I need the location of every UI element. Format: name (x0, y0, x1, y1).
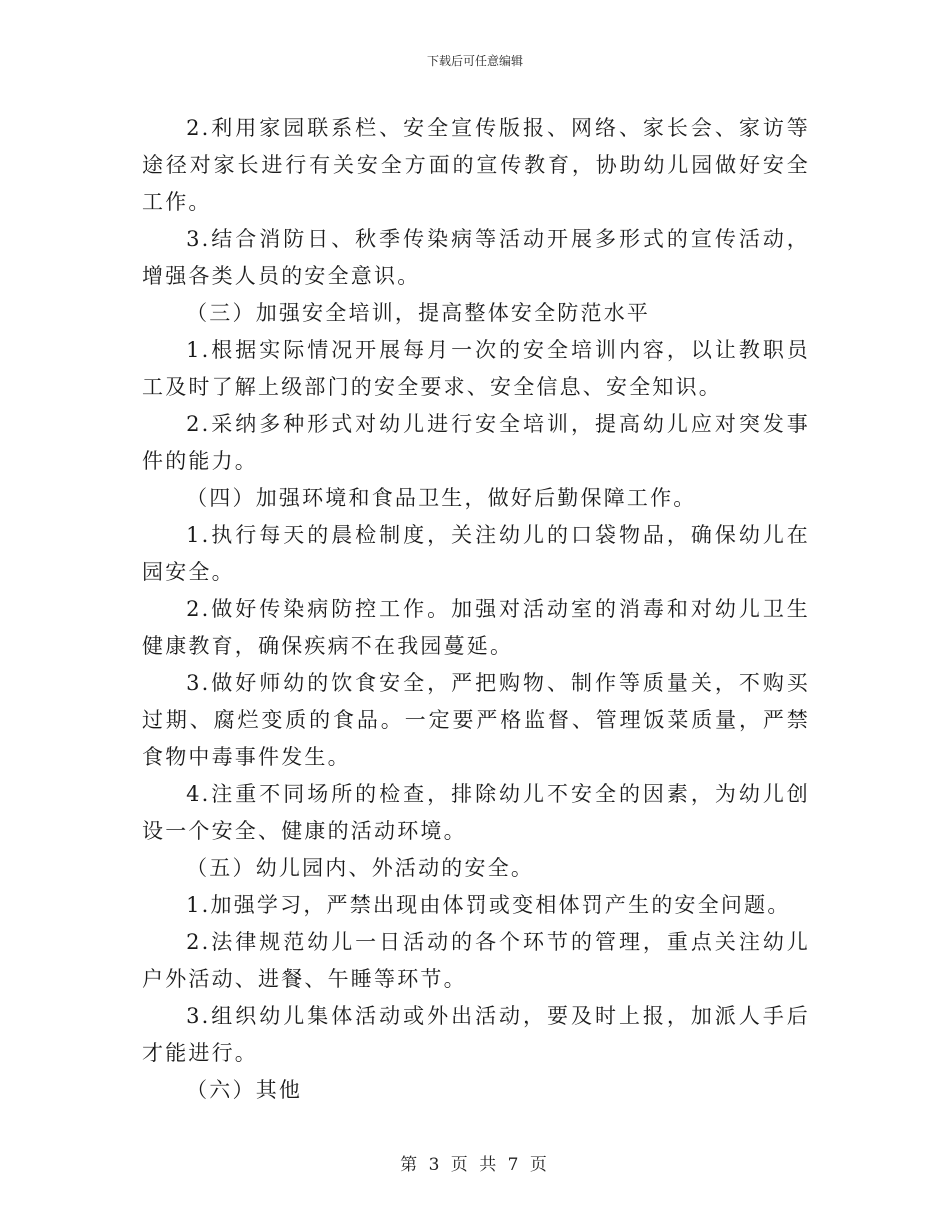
paragraph-item-2-home-school: 2.利用家园联系栏、安全宣传版报、网络、家长会、家访等途径对家长进行有关安全方面的宣传教育，协助幼儿园做好安全工作。 (142, 116, 810, 214)
section-heading-3: （三）加强安全培训，提高整体安全防范水平 (186, 301, 651, 325)
paragraph-item-1-morning-check: 1.执行每天的晨检制度，关注幼儿的口袋物品，确保幼儿在园安全。 (142, 523, 810, 584)
paragraph-item-3-group-outings: 3.组织幼儿集体活动或外出活动，要及时上报，加派人手后才能进行。 (142, 1004, 810, 1065)
page-number-footer: 第 3 页 共 7 页 (400, 1155, 550, 1175)
document-body (142, 110, 810, 1109)
paragraph-item-3-fire-day: 3.结合消防日、秋季传染病等活动开展多形式的宣传活动，增强各类人员的安全意识。 (142, 227, 810, 288)
page-header: 下载后可任意编辑 (426, 54, 523, 68)
paragraph-item-2-disease-control: 2.做好传染病防控工作。加强对活动室的消毒和对幼儿卫生健康教育，确保疾病不在我园蔓延。 (142, 597, 810, 658)
paragraph-item-2-daily-activities: 2.法律规范幼儿一日活动的各个环节的管理，重点关注幼儿户外活动、进餐、午睡等环节。 (142, 930, 810, 991)
paragraph-item-2-child-training: 2.采纳多种形式对幼儿进行安全培训，提高幼儿应对突发事件的能力。 (142, 412, 810, 473)
paragraph-item-1-monthly-training: 1.根据实际情况开展每月一次的安全培训内容，以让教职员工及时了解上级部门的安全要求、安全信息、安全知识。 (142, 338, 810, 399)
section-heading-5: （五）幼儿园内、外活动的安全。 (186, 856, 535, 880)
section-heading-6: （六）其他 (186, 1078, 303, 1102)
paragraph-item-4-site-inspection: 4.注重不同场所的检查，排除幼儿不安全的因素，为幼儿创设一个安全、健康的活动环境。 (142, 782, 810, 843)
paragraph-item-3-food-safety: 3.做好师幼的饮食安全，严把购物、制作等质量关，不购买过期、腐烂变质的食品。一定要严格监督、管理饭菜质量，严禁食物中毒事件发生。 (142, 671, 810, 769)
section-heading-4: （四）加强环境和食品卫生，做好后勤保障工作。 (186, 486, 697, 510)
paragraph-item-1-no-punishment: 1.加强学习，严禁出现由体罚或变相体罚产生的安全问题。 (186, 893, 791, 917)
